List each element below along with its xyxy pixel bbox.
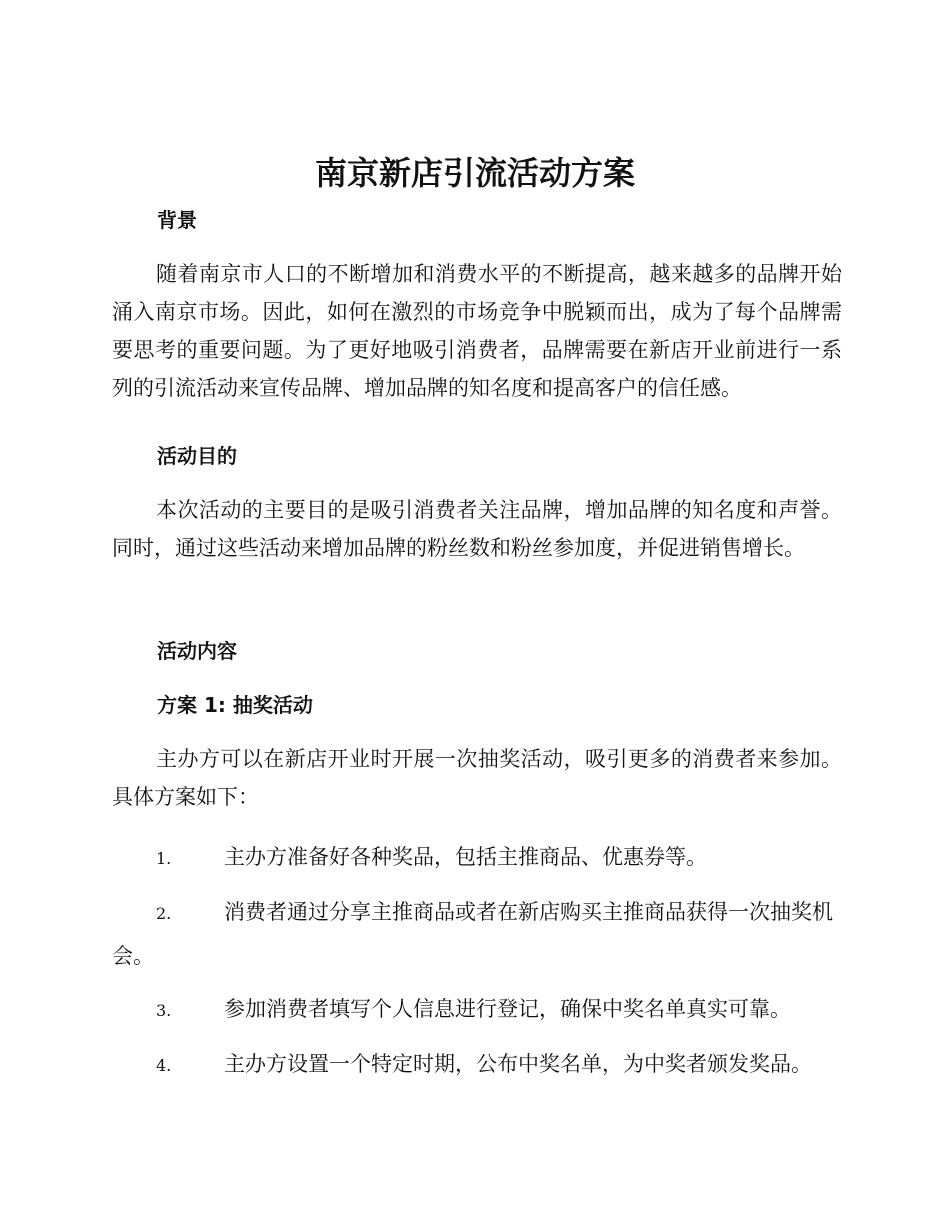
list-item-text: 参加消费者填写个人信息进行登记，确保中奖名单真实可靠。 [224, 997, 791, 1021]
list-item-text: 主办方设置一个特定时期，公布中奖名单，为中奖者颁发奖品。 [224, 1052, 812, 1076]
background-paragraph: 随着南京市人口的不断增加和消费水平的不断提高，越来越多的品牌开始涌入南京市场。因此，如何在激烈的市场竞争中脱颖而出，成为了每个品牌需要思考的重要问题。为了更好地吸引消费者，品牌需要在新店开业前进行一系列的引流活动来宣传品牌、增加品牌的知名度和提高客户的信任感。 [112, 262, 842, 400]
section-heading-purpose: 活动目的 [157, 444, 237, 468]
list-item-number: 2. [156, 904, 172, 923]
list-item-number: 3. [156, 1001, 172, 1020]
list-item-number: 1. [156, 849, 172, 868]
plan1-intro-paragraph: 主办方可以在新店开业时开展一次抽奖活动，吸引更多的消费者来参加。具体方案如下： [112, 747, 842, 809]
section-heading-content: 活动内容 [157, 639, 237, 663]
list-item [112, 988, 842, 1032]
section-heading-background: 背景 [157, 208, 197, 232]
purpose-paragraph: 本次活动的主要目的是吸引消费者关注品牌，增加品牌的知名度和声誉。同时，通过这些活动来增加品牌的粉丝数和粉丝参加度，并促进销售增长。 [112, 498, 842, 560]
list-item [112, 1043, 842, 1087]
list-item-text: 消费者通过分享主推商品或者在新店购买主推商品获得一次抽奖机会。 [112, 900, 833, 968]
plan1-heading: 方案 1: 抽奖活动 [157, 693, 313, 717]
list-item [112, 836, 842, 880]
page-title: 南京新店引流活动方案 [314, 154, 635, 192]
list-item-text: 主办方准备好各种奖品，包括主推商品、优惠券等。 [224, 845, 707, 869]
list-item [112, 891, 842, 977]
list-item-number: 4. [156, 1056, 172, 1075]
